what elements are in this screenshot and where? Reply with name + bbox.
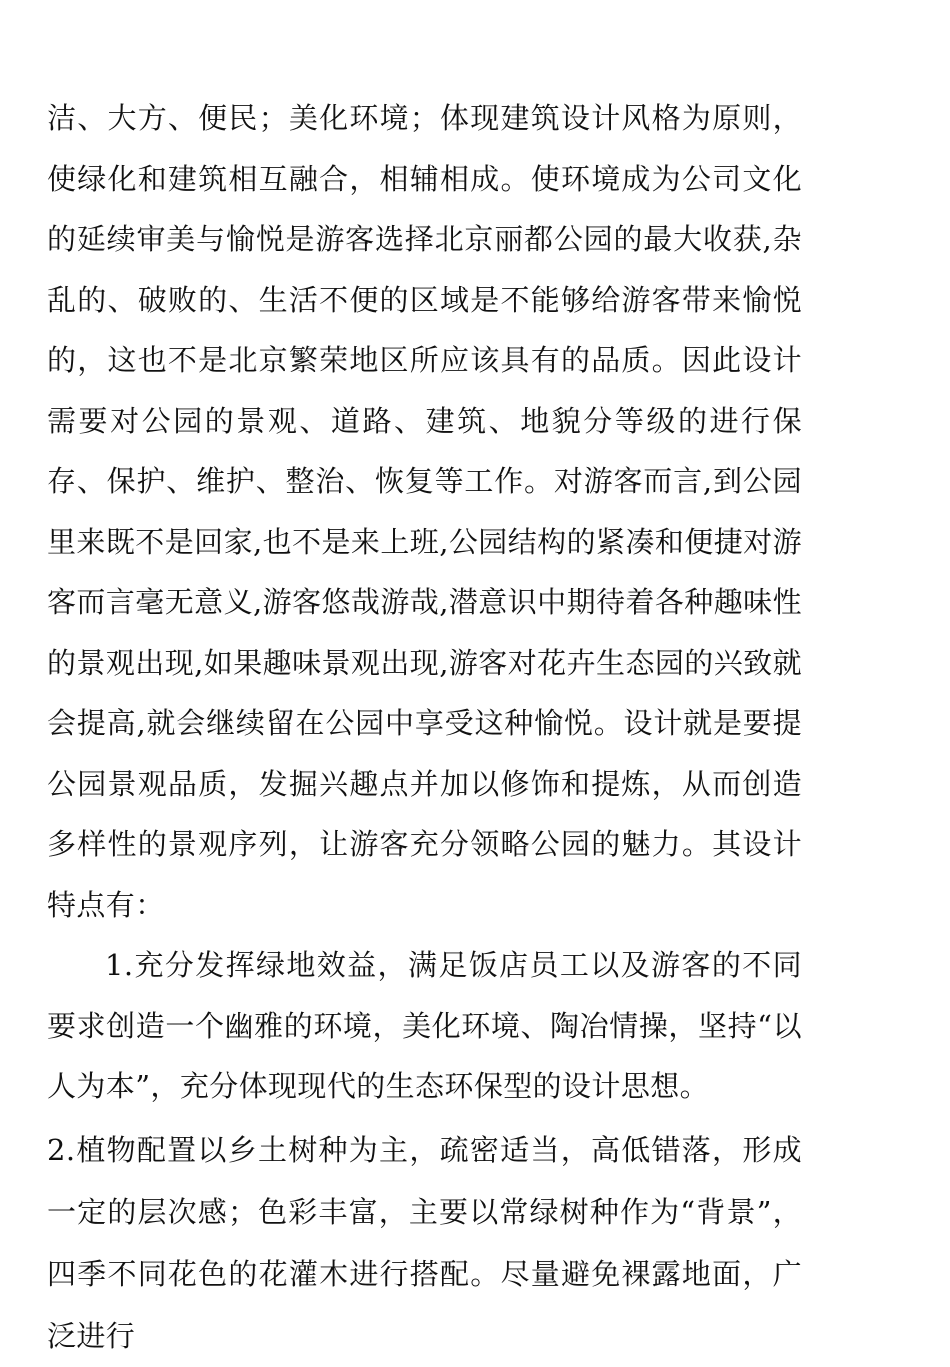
paragraph-point-2: 2.植物配置以乡土树种为主，疏密适当，高低错落，形成一定的层次感；色彩丰富，主要以常绿树种作为“背景”，四季不同花色的花灌木进行搭配。尽量避免裸露地面，广泛进行 <box>47 1132 802 1353</box>
paragraph-point-1: 1.充分发挥绿地效益，满足饭店员工以及游客的不同要求创造一个幽雅的环境，美化环境、陶冶情操，坚持“以人为本”，充分体现现代的生态环保型的设计思想。 <box>47 948 802 1103</box>
paragraph-intro: 洁、大方、便民；美化环境；体现建筑设计风格为原则，使绿化和建筑相互融合，相辅相成。使环境成为公司文化的延续审美与愉悦是游客选择北京丽都公园的最大收获,杂乱的、破败的、生活不便的区域是不能够给游客带来愉悦的，这也不是北京繁荣地区所应该具有的品质。因此设计需要对公园的景观、道路、建筑、地貌分等级的进行保存、保护、维护、整治、恢复等工作。对游客而言,到公园里来既不是回家,也不是来上班,公园结构的紧凑和便捷对游客而言毫无意义,游客悠哉游哉,潜意识中期待着各种趣味性的景观出现,如果趣味景观出现,游客对花卉生态园的兴致就会提高,就会继续留在公园中享受这种愉悦。设计就是要提公园景观品质，发掘兴趣点并加以修饰和提炼，从而创造多样性的景观序列，让游客充分领略公园的魅力。其设计特点有： <box>47 101 802 922</box>
document-body <box>47 88 802 1367</box>
